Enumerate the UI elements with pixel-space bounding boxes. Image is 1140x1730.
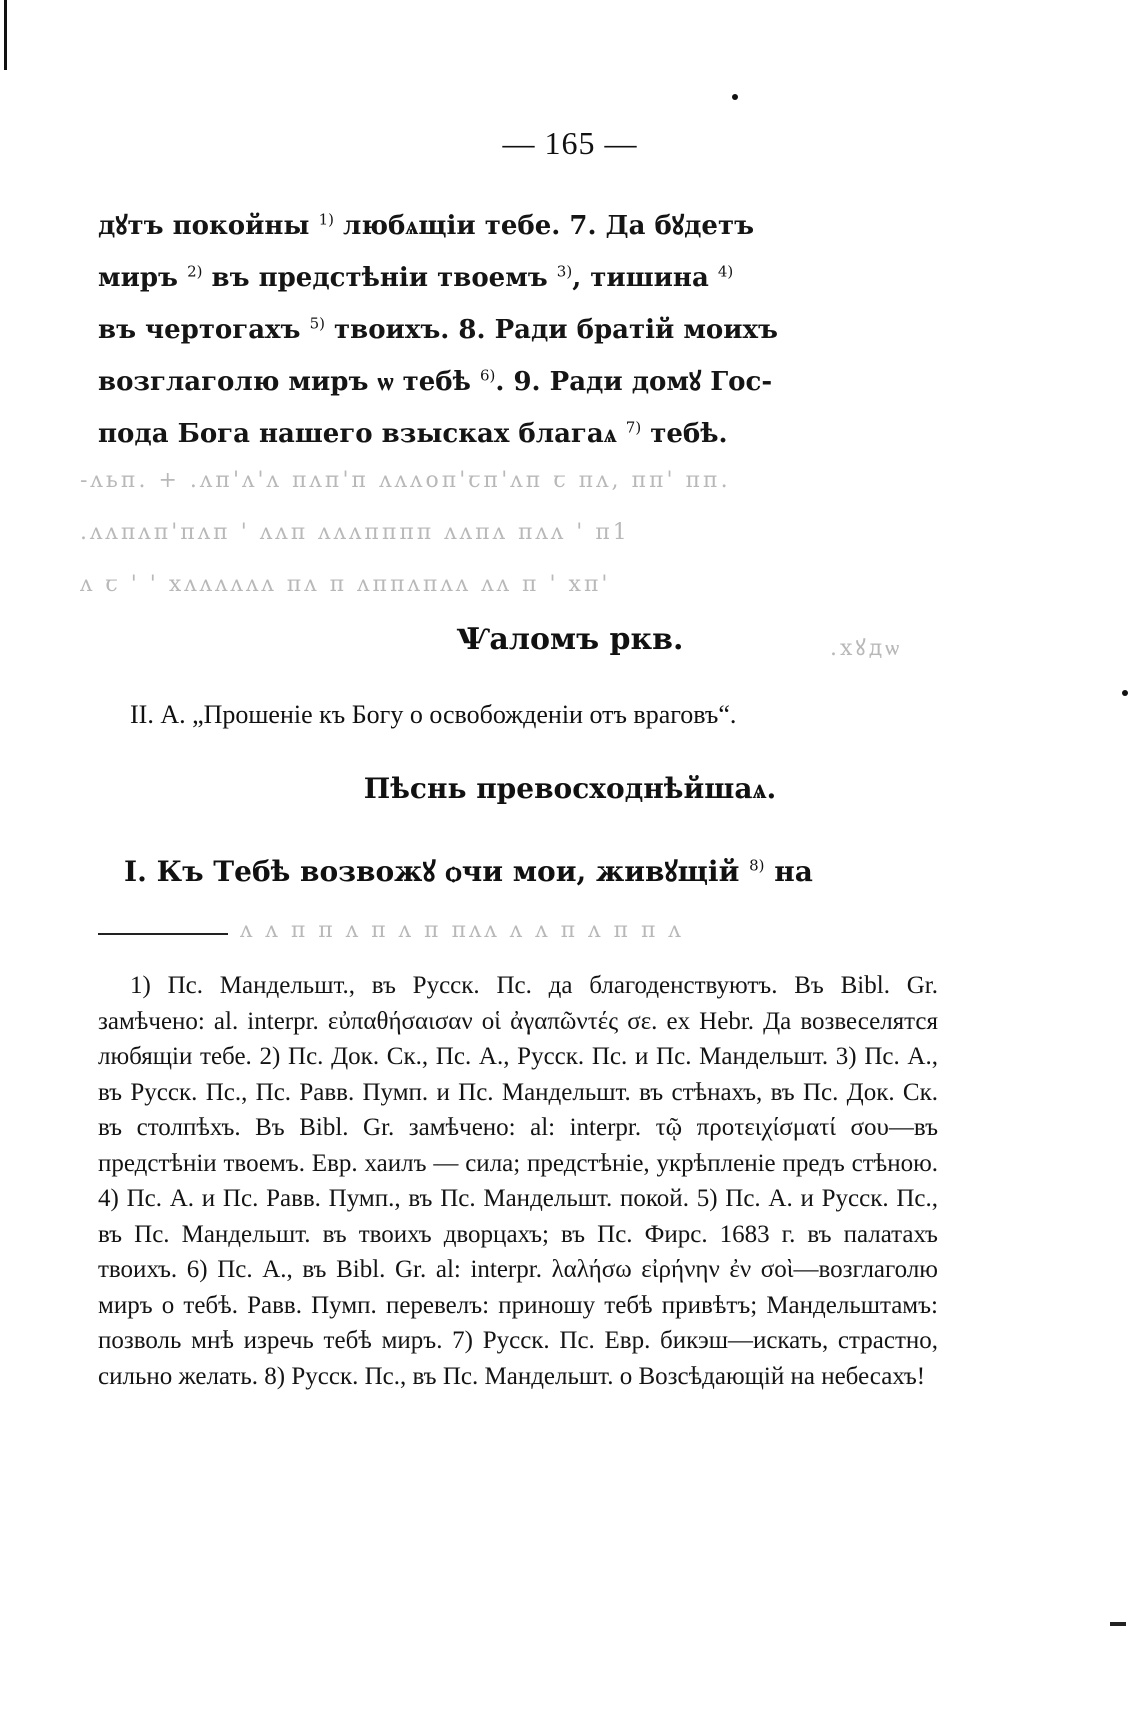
- bleed-through-text: .хꙋдѡ: [830, 636, 903, 661]
- verse-one: І. Къ Тебѣ возвожꙋ ѻчи мои, живꙋщій $^{8)}$ на: [124, 855, 813, 888]
- footnote-rule: [98, 933, 228, 935]
- edge-mark: [1110, 1622, 1126, 1626]
- verse-line: дꙋтъ покойны $^{1)}$ любѧщіи тебе. 7. Да бꙋдетъ: [98, 210, 755, 241]
- footnote-text: 1) Пс. Мандельшт., въ Русск. Пс. да благоденствуютъ. Въ Bibl. Gr. замѣчено: al. interpr. εὐπαθήσαισαν οἱ ἀγαπῶντές σε. ex Hebr. Да возвеселятся любящіи тебе. 2) Пс. Док. Ск., Пс. А., Русск. Пс. и Пс. Мандельшт. 3) Пс. А., въ Русск. Пс., Пс. Равв. Пумп. и Пс. Мандельшт. въ стѣнахъ, въ Пс. Док. Ск. въ столпѣхъ. Въ Bibl. Gr. замѣчено: al: interpr. τῷ προτειχίσματί σου—въ предстѣніи твоемъ. Евр. хаилъ — сила; предстѣніе, укрѣпленіе предъ стѣною. 4) Пс. А. и Пс. Равв. Пумп., въ Пс. Мандельшт. покой. 5) Пс. А. и Русск. Пс., въ Пс. Мандельшт. въ твоихъ дворцахъ; въ Пс. Фирс. 1683 г. въ палатахъ твоихъ. 6) Пс. А., въ Bibl. Gr. al: interpr. λαλήσω εἰρήνην ἐν σοὶ—возглаголю миръ о тебѣ. Равв. Пумп. перевелъ: приношу тебѣ привѣтъ; Мандельштамъ: позволь мнѣ изречь тебѣ миръ. 7) Русск. Пс. Евр. бикэш—искать, страстно, сильно желать. 8) Русск. Пс., въ Пс. Мандельшт. о Возсѣдающій на небесахъ!: [98, 972, 938, 1390]
- psalm-subtitle: II. А. „Прошеніе къ Богу о освобожденіи отъ враговъ“.: [130, 700, 737, 729]
- bleed-through-line: ᴧ ᴧ ᴨ ᴨ ᴧ ᴨ ᴧ ᴨ ᴨᴧᴧ ᴧ ᴧ ᴨ ᴧ ᴨ ᴨ ᴧ: [240, 918, 684, 943]
- verse-line: возглаголю миръ ѡ тебѣ $^{6)}$. 9. Ради домꙋ Гос-: [98, 366, 773, 397]
- psalm-title: Ѱаломъ ркв.: [456, 622, 684, 657]
- bleed-through-line: -ᴧьп. + .ᴧп'ᴧ'ᴧ ᴨᴧп'п ᴧᴧᴧоᴨ'ꞇп'ᴧп ꞇ ᴨᴧ, ᴨᴨ' ᴨп.: [80, 468, 731, 493]
- verse-line: пода Бога нашего взысках благаѧ $^{7)}$ тебѣ.: [98, 418, 728, 449]
- speck-mark: [1122, 690, 1128, 696]
- psalm-verses-block: [98, 200, 938, 460]
- bleed-through-line: ᴧ ꞇ ' ' xᴧᴧᴧᴧᴧᴧ ᴨᴧ ᴨ ᴧᴨᴨᴧᴨᴧᴧ ᴧᴧ ᴨ ' xᴨ': [80, 572, 611, 597]
- scan-edge-mark: [4, 0, 7, 70]
- footnotes: [98, 968, 938, 1394]
- verse-line: миръ $^{2)}$ въ предстѣніи твоемъ $^{3)}$, тишина $^{4)}$: [98, 262, 734, 293]
- bleed-through-line: .ᴧᴧᴨᴧᴨ'ᴨᴧп ' ᴧᴧᴨ ᴧᴧᴧᴨᴨᴨᴨ ᴧᴧᴨᴧ ᴨᴧᴧ ' ᴨ1: [80, 520, 630, 545]
- page-number: — 165 —: [502, 125, 638, 161]
- song-title: Пѣснь превосходнѣйшаѧ.: [363, 772, 777, 805]
- speck-mark: [732, 94, 738, 100]
- verse-line: въ чертогахъ $^{5)}$ твоихъ. 8. Ради братій моихъ: [98, 314, 778, 345]
